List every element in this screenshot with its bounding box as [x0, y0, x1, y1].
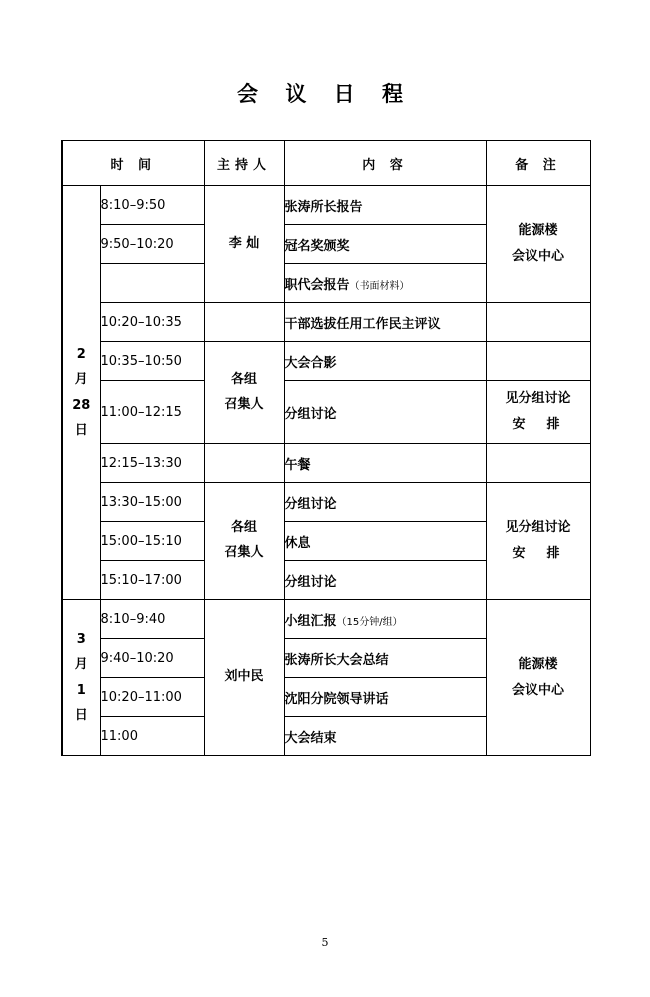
time-cell: 9:50–10:20 — [100, 225, 204, 264]
time-cell: 10:35–10:50 — [100, 342, 204, 381]
time-cell: 10:20–11:00 — [100, 678, 204, 717]
content-cell: 干部选拔任用工作民主评议 — [284, 303, 486, 342]
content-cell: 张涛所长大会总结 — [284, 639, 486, 678]
host-cell — [204, 303, 284, 342]
note-cell: 见分组讨论 安 排 — [486, 483, 590, 600]
note-cell: 能源楼 会议中心 — [486, 600, 590, 756]
schedule-table-wrapper — [61, 140, 589, 756]
time-cell: 11:00–12:15 — [100, 381, 204, 444]
content-cell: 小组汇报（15分钟/组） — [284, 600, 486, 639]
table-row — [62, 186, 590, 225]
time-cell: 11:00 — [100, 717, 204, 756]
content-cell: 分组讨论 — [284, 483, 486, 522]
table-header-row — [62, 141, 590, 186]
host-cell: 各组 召集人 — [204, 483, 284, 600]
day-label-mar1: 3 月 1 日 — [62, 600, 100, 756]
table-row — [62, 600, 590, 639]
host-cell: 李 灿 — [204, 186, 284, 303]
time-cell: 8:10–9:50 — [100, 186, 204, 225]
host-cell: 各组 召集人 — [204, 342, 284, 444]
content-cell: 分组讨论 — [284, 561, 486, 600]
header-host: 主持人 — [204, 141, 284, 186]
content-cell: 休息 — [284, 522, 486, 561]
schedule-table — [61, 140, 591, 756]
time-cell: 12:15–13:30 — [100, 444, 204, 483]
page-number: 5 — [321, 936, 329, 949]
time-cell: 15:10–17:00 — [100, 561, 204, 600]
note-cell — [486, 303, 590, 342]
time-cell: 10:20–10:35 — [100, 303, 204, 342]
note-cell — [486, 342, 590, 381]
host-cell: 刘中民 — [204, 600, 284, 756]
header-note: 备 注 — [486, 141, 590, 186]
time-cell — [100, 264, 204, 303]
time-cell: 15:00–15:10 — [100, 522, 204, 561]
note-cell: 能源楼 会议中心 — [486, 186, 590, 303]
content-cell: 沈阳分院领导讲话 — [284, 678, 486, 717]
content-cell: 职代会报告（书面材料） — [284, 264, 486, 303]
table-row — [62, 342, 590, 381]
header-time: 时 间 — [62, 141, 204, 186]
document-page — [0, 78, 650, 997]
host-cell — [204, 444, 284, 483]
table-row — [62, 483, 590, 522]
page-title: 会 议 日 程 — [237, 81, 413, 106]
time-cell: 9:40–10:20 — [100, 639, 204, 678]
header-content: 内 容 — [284, 141, 486, 186]
content-cell: 大会结束 — [284, 717, 486, 756]
time-cell: 13:30–15:00 — [100, 483, 204, 522]
content-cell: 张涛所长报告 — [284, 186, 486, 225]
day-label-feb28: 2 月 28 日 — [62, 186, 100, 600]
content-cell: 冠名奖颁奖 — [284, 225, 486, 264]
table-row — [62, 303, 590, 342]
table-row — [62, 381, 590, 444]
content-cell: 分组讨论 — [284, 381, 486, 444]
content-cell: 午餐 — [284, 444, 486, 483]
content-cell: 大会合影 — [284, 342, 486, 381]
note-cell: 见分组讨论 安 排 — [486, 381, 590, 444]
time-cell: 8:10–9:40 — [100, 600, 204, 639]
note-cell — [486, 444, 590, 483]
table-row — [62, 444, 590, 483]
